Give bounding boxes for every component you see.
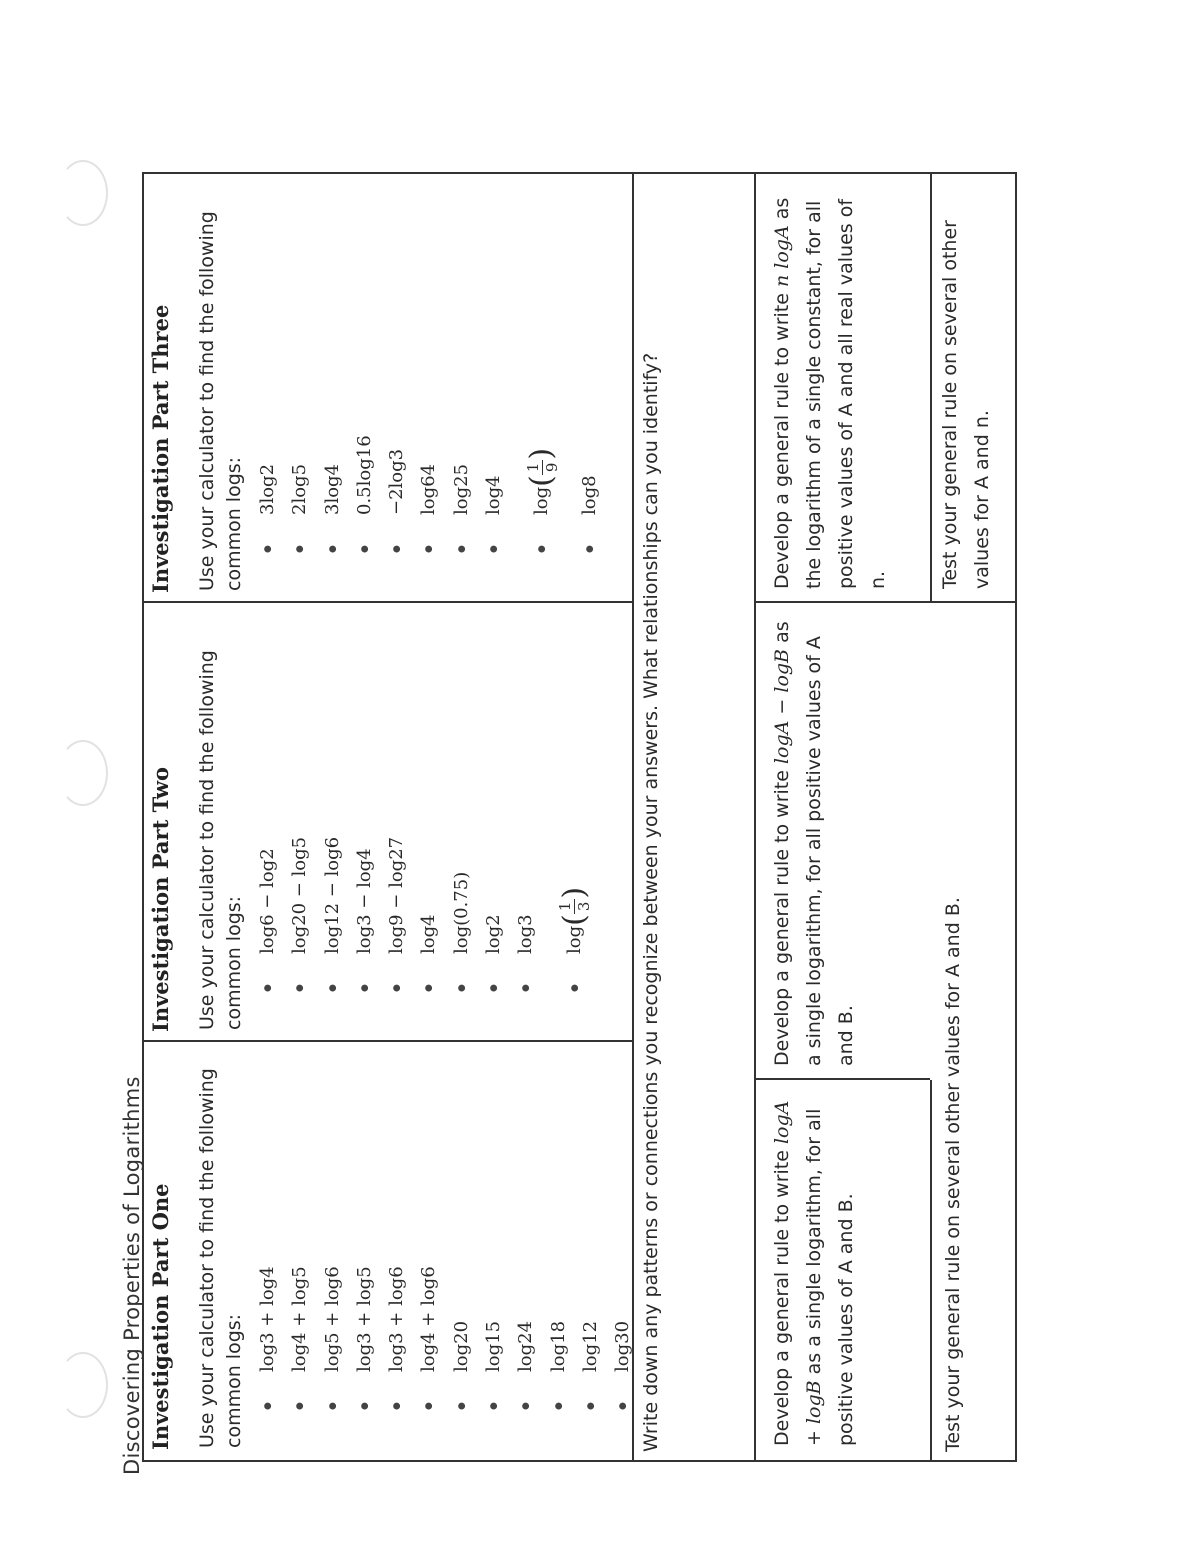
list-item-fraction: ● log( 1 3 ) <box>543 837 607 1042</box>
worksheet-title: Discovering Properties of Logarithms <box>120 1076 144 1475</box>
list-item: ● log3 <box>510 837 542 1042</box>
list-item: ● log30 <box>607 1266 639 1460</box>
list-item: ● log20 − log5 <box>284 837 316 1042</box>
part-one-heading: Investigation Part One <box>148 1183 173 1450</box>
list-item: ● log25 <box>446 435 478 603</box>
part-two-heading: Investigation Part Two <box>148 766 173 1032</box>
investigation-table <box>142 172 1017 1462</box>
fraction <box>524 460 561 476</box>
rule-two-cell <box>754 603 930 1080</box>
patterns-row <box>632 174 754 1460</box>
list-item: ● 3log4 <box>317 435 349 603</box>
list-item: ● log4 + log6 <box>413 1266 445 1460</box>
test-three-cell <box>930 174 1017 603</box>
list-item: ● log6 − log2 <box>252 837 284 1042</box>
fraction-denominator: 9 <box>542 462 561 473</box>
test-three-prompt: Test your general rule on several other values for A and n. <box>939 220 993 589</box>
part-three-cell <box>144 174 632 603</box>
list-item: ● −2log3 <box>381 435 413 603</box>
rule-three-cell <box>754 174 930 603</box>
punch-hole-middle <box>58 740 108 806</box>
list-item: ● log2 <box>478 837 510 1042</box>
list-item: ● log12 − log6 <box>317 837 349 1042</box>
list-item: ● log4 <box>413 837 445 1042</box>
list-item: ● log20 <box>446 1266 478 1460</box>
list-item: ● log3 + log4 <box>252 1266 284 1460</box>
part-two-cell <box>144 603 632 1042</box>
test-one-prompt: Test your general rule on several other values for A and B. <box>942 897 964 1452</box>
list-item: ● log3 + log6 <box>381 1266 413 1460</box>
list-item: ● log5 + log6 <box>317 1266 349 1460</box>
part-two-intro: Use your calculator to find the following common logs: <box>196 650 245 1030</box>
punch-hole-top <box>58 160 108 226</box>
list-item: ● log(0.75) <box>446 837 478 1042</box>
list-item: ● log8 <box>574 435 606 603</box>
patterns-prompt: Write down any patterns or connections you recognize between your answers. What relationships can you identify? <box>640 352 662 1452</box>
punch-hole-bottom <box>58 1352 108 1418</box>
list-item: ● log12 <box>575 1266 607 1460</box>
fraction-log-prefix: log <box>531 486 553 515</box>
part-one-list <box>252 1266 640 1460</box>
fraction-denominator: 3 <box>575 901 594 912</box>
rule-two-expression: logA − logB <box>771 648 793 765</box>
rule-two-text: Develop a general rule to write logA − logB as a single logarithm, for all positive values of A and B. <box>771 621 857 1066</box>
list-item: ● log64 <box>413 435 445 603</box>
part-three-list <box>252 435 607 603</box>
rule-one-expression: logA + logB <box>771 1100 825 1446</box>
test-one-cell <box>930 603 1017 1460</box>
list-item: ● log9 − log27 <box>381 837 413 1042</box>
fraction-numerator: 1 <box>556 899 575 915</box>
list-item: ● log3 + log5 <box>349 1266 381 1460</box>
part-three-heading: Investigation Part Three <box>148 304 173 593</box>
part-one-cell <box>144 1042 632 1460</box>
rule-one-text: Develop a general rule to write logA + logB as a single logarithm, for all positive values of A and B. <box>771 1100 857 1446</box>
list-item: ● 3log2 <box>252 435 284 603</box>
list-item: ● 0.5log16 <box>349 435 381 603</box>
worksheet-page <box>120 45 1020 1475</box>
list-item: ● log4 <box>478 435 510 603</box>
rule-three-expression: n logA <box>771 225 793 288</box>
list-item: ● log3 − log4 <box>349 837 381 1042</box>
list-item: ● log24 <box>510 1266 542 1460</box>
list-item: ● log15 <box>478 1266 510 1460</box>
part-two-list <box>252 837 607 1042</box>
part-one-intro: Use your calculator to find the following common logs: <box>196 1068 245 1448</box>
list-item: ● 2log5 <box>284 435 316 603</box>
part-three-intro: Use your calculator to find the following common logs: <box>196 211 245 591</box>
list-item-fraction: ● log( 1 9 ) <box>510 435 574 603</box>
fraction <box>556 899 593 915</box>
rule-three-text: Develop a general rule to write n logA as the logarithm of a single constant, for all positive values of A and all real values of n. <box>771 197 889 589</box>
fraction-numerator: 1 <box>524 460 543 476</box>
list-item: ● log4 + log5 <box>284 1266 316 1460</box>
rule-one-cell <box>754 1080 930 1460</box>
fraction-log-prefix: log <box>563 925 585 954</box>
list-item: ● log18 <box>543 1266 575 1460</box>
